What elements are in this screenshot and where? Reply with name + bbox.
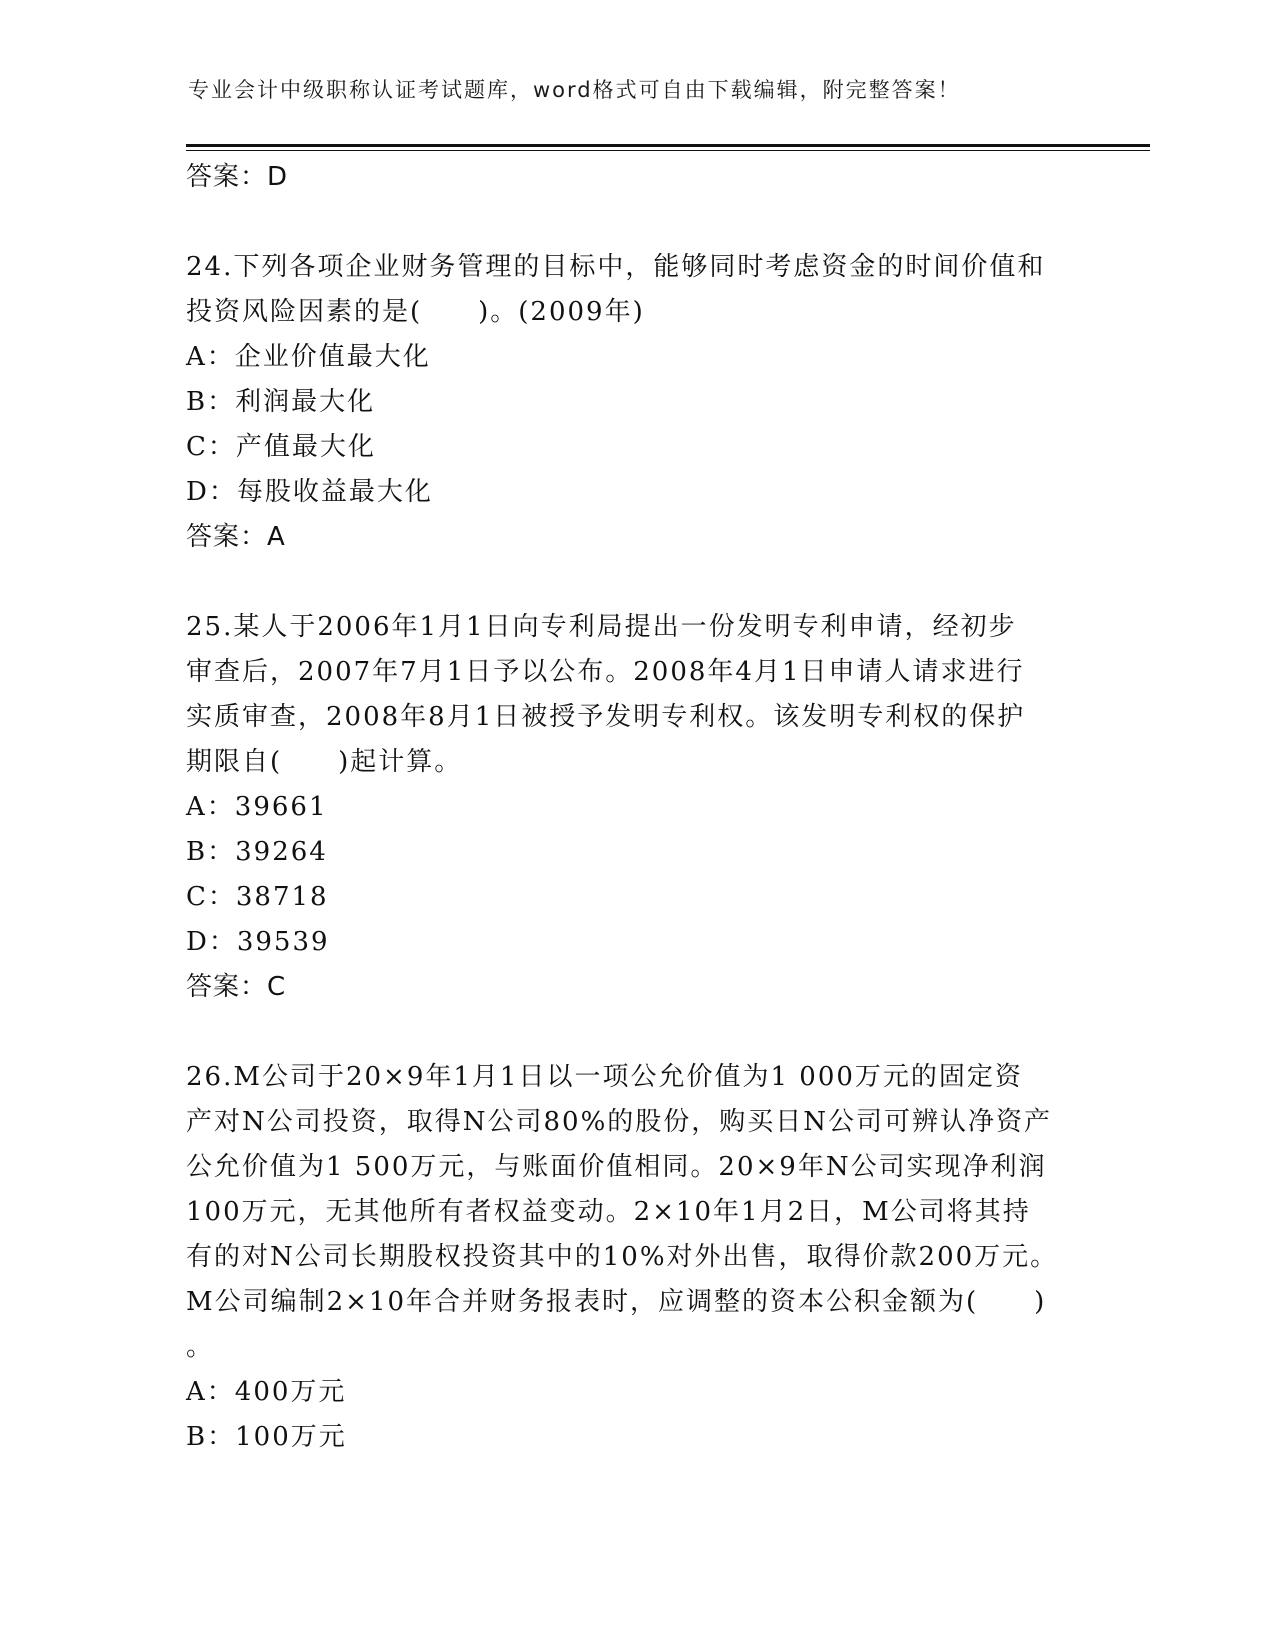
- option-b: B：100万元: [186, 1422, 347, 1452]
- answer-line: 答案：A: [186, 522, 286, 552]
- question-stem-line: 有的对N公司长期股权投资其中的10%对外出售，取得价款200万元。: [186, 1242, 1059, 1272]
- answer-line: 答案：C: [186, 972, 287, 1002]
- header-rule-thin: [186, 150, 1150, 151]
- question-stem-line: 投资风险因素的是( )。(2009年): [186, 297, 645, 327]
- question-list: [186, 155, 1086, 1460]
- header-rule: [186, 144, 1150, 147]
- option-a: A：企业价值最大化: [186, 342, 431, 372]
- question-stem-line: 公允价值为1 500万元，与账面价值相同。20×9年N公司实现净利润: [186, 1152, 1047, 1182]
- option-c: C：产值最大化: [186, 432, 376, 462]
- question-26: [186, 1055, 1086, 1460]
- option-b: B：39264: [186, 837, 328, 867]
- question-24: [186, 245, 1086, 560]
- question-stem-line: 26.M公司于20×9年1月1日以一项公允价值为1 000万元的固定资: [186, 1062, 1023, 1092]
- question-stem-line: 实质审查，2008年8月1日被授予发明专利权。该发明专利权的保护: [186, 702, 1026, 732]
- question-stem-line: 25.某人于2006年1月1日向专利局提出一份发明专利申请，经初步: [186, 612, 1017, 642]
- option-c: C：38718: [186, 882, 329, 912]
- spacer: [186, 1010, 1086, 1055]
- option-d: D：39539: [186, 927, 330, 957]
- question-stem-line: 24.下列各项企业财务管理的目标中，能够同时考虑资金的时间价值和: [186, 252, 1046, 282]
- question-stem-line: 审查后，2007年7月1日予以公布。2008年4月1日申请人请求进行: [186, 657, 1025, 687]
- question-25: [186, 605, 1086, 1010]
- question-stem-line: M公司编制2×10年合并财务报表时，应调整的资本公积金额为( ): [186, 1287, 1047, 1317]
- question-stem-line: 。: [186, 1332, 215, 1362]
- spacer: [186, 560, 1086, 605]
- question-stem-line: 期限自( )起计算。: [186, 747, 463, 777]
- option-a: A：400万元: [186, 1377, 347, 1407]
- spacer: [186, 200, 1086, 245]
- page-header: 专业会计中级职称认证考试题库，word格式可自由下载编辑，附完整答案！: [188, 78, 961, 102]
- answer-line: 答案：D: [186, 162, 289, 192]
- option-a: A：39661: [186, 792, 328, 822]
- question-stem-line: 产对N公司投资，取得N公司80%的股份，购买日N公司可辨认净资产: [186, 1107, 1053, 1137]
- option-b: B：利润最大化: [186, 387, 376, 417]
- option-d: D：每股收益最大化: [186, 477, 433, 507]
- question-stem-line: 100万元，无其他所有者权益变动。2×10年1月2日，M公司将其持: [186, 1197, 1031, 1227]
